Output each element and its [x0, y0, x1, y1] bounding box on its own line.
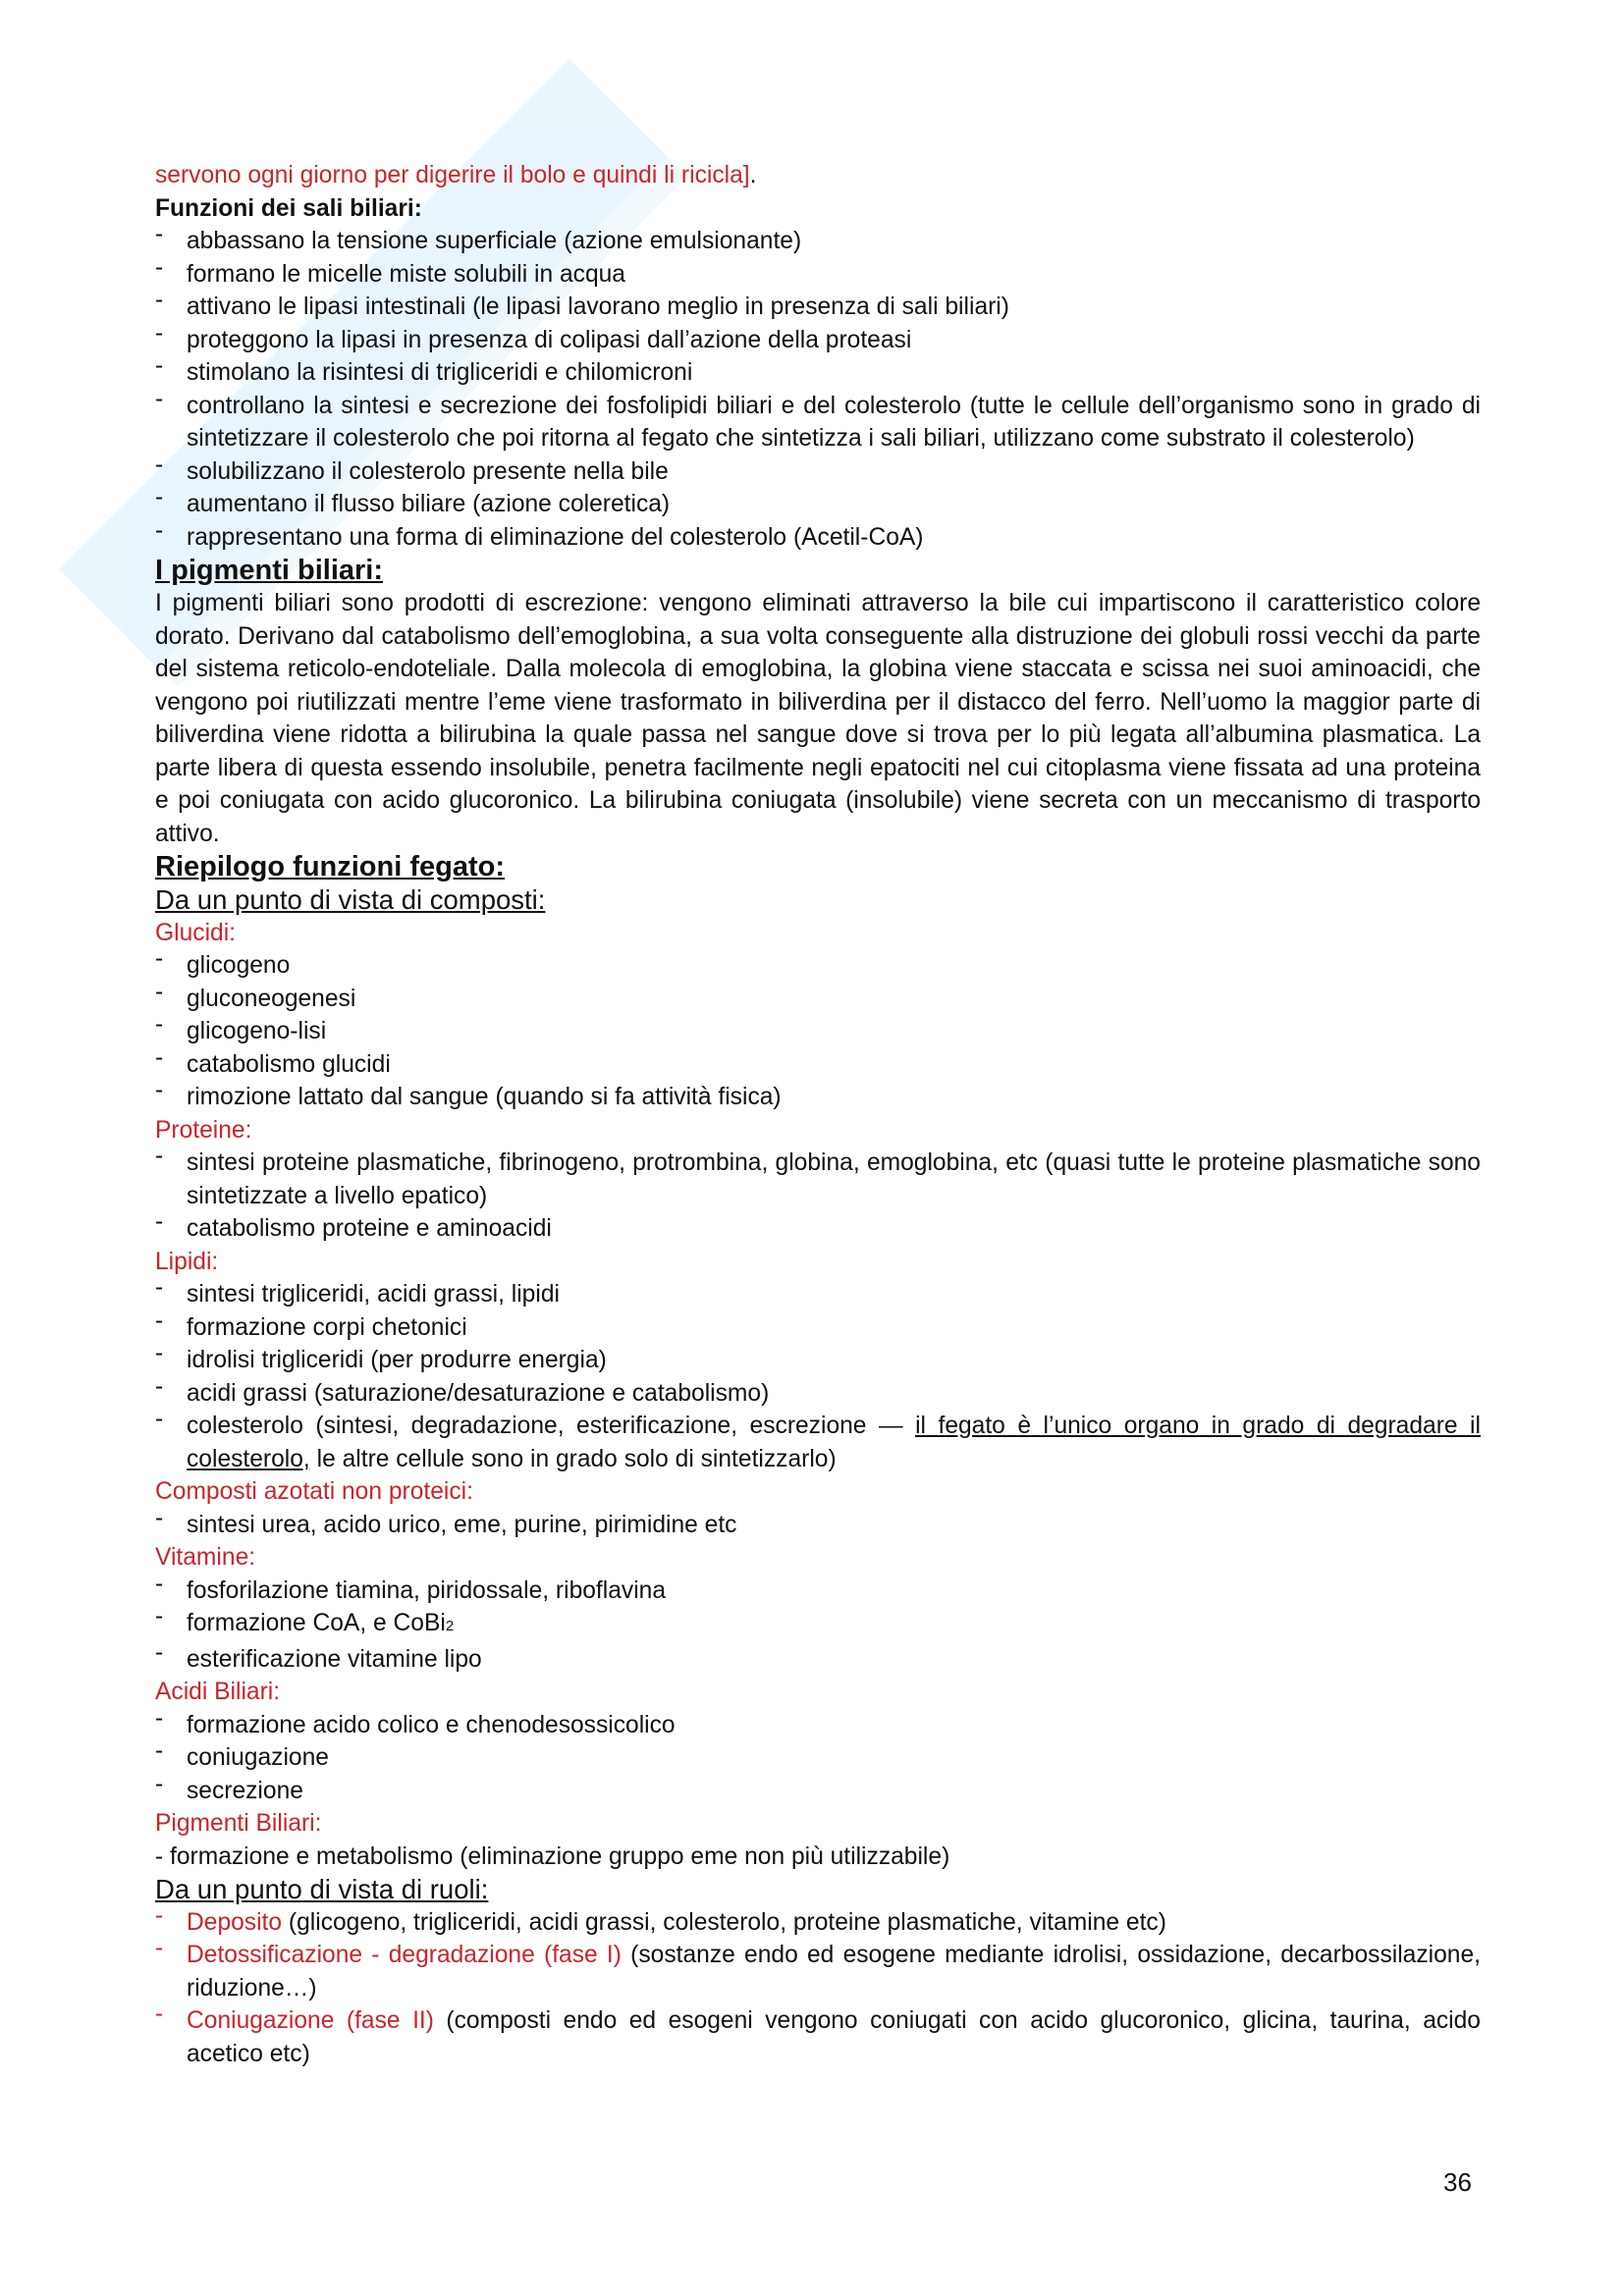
- list-item: [155, 1607, 1481, 1643]
- ruolo-name: Deposito: [187, 1908, 283, 1936]
- list-item: - sintesi proteine plasmatiche, fibrinogeno, protrombina, globina, emoglobina, etc (quasi tutte le proteine plasmatiche sono sintetizzate a livello epatico): [155, 1147, 1481, 1212]
- glucidi-label: Glucidi:: [155, 919, 237, 946]
- ruolo-name: Coniugazione (fase II): [187, 2007, 434, 2034]
- acidi-label: Acidi Biliari:: [155, 1679, 281, 1705]
- pigmenti-heading: I pigmenti biliari:: [155, 555, 384, 586]
- proteine-label: Proteine:: [155, 1116, 252, 1144]
- document-page: [155, 159, 1481, 2070]
- list-item: - formazione acido colico e chenodesossicolico: [155, 1709, 1481, 1742]
- intro-line: [155, 159, 1481, 192]
- page-number: 36: [1443, 2167, 1472, 2197]
- ruolo-name: Detossificazione - degradazione (fase I): [187, 1942, 622, 1968]
- pigmenti-text: - formazione e metabolismo (eliminazione gruppo eme non più utilizzabile): [155, 1842, 950, 1870]
- list-item: - gluconeogenesi: [155, 983, 1481, 1016]
- cobi-subscript: 2: [445, 1618, 455, 1634]
- colesterolo-underlined: il fegato è l’unico organo in grado di degradare il colesterolo,: [187, 1413, 1481, 1472]
- list-item: [155, 1939, 1481, 2004]
- vitamine-list: [155, 1575, 1481, 1677]
- list-item: - proteggono la lipasi in presenza di colipasi dall’azione della proteasi: [155, 324, 1481, 357]
- ruolo-text: (composti endo ed esogeni vengono coniugati con acido glucoronico, glicina, taurina, acido acetico etc): [187, 2007, 1481, 2067]
- list-item: [155, 2004, 1481, 2070]
- list-item: - abbassano la tensione superficiale (azione emulsionante): [155, 225, 1481, 258]
- list-item: - secrezione: [155, 1775, 1481, 1808]
- list-item: - acidi grassi (saturazione/desaturazione e catabolismo): [155, 1377, 1481, 1411]
- list-item: - catabolismo glucidi: [155, 1048, 1481, 1082]
- ruolo-text: (glicogeno, trigliceridi, acidi grassi, colesterolo, proteine plasmatiche, vitamine etc): [282, 1908, 1166, 1936]
- list-item: - sintesi urea, acido urico, eme, purine, pirimidine etc: [155, 1509, 1481, 1542]
- list-item: - glicogeno-lisi: [155, 1015, 1481, 1048]
- list-item: - solubilizzano il colesterolo presente nella bile: [155, 455, 1481, 489]
- list-item: - sintesi trigliceridi, acidi grassi, lipidi: [155, 1278, 1481, 1311]
- pigmenti-paragraph: I pigmenti biliari sono prodotti di escrezione: vengono eliminati attraverso la bile cui impartiscono il caratteristico colore dorato. Derivano dal catabolismo dell’emoglobina, a sua volta conseguente alla distruzione dei globuli rossi vecchi da parte del sistema reticolo-endoteliale. Dalla molecola di emoglobina, la globina viene staccata e scissa nei suoi aminoacidi, che vengono poi riutilizzati mentre l’eme viene trasformato in biliverdina per il distacco del ferro. Nell’uomo la maggior parte di biliverdina viene ridotta a bilirubina la quale passa nel sangue dove si trova per lo più legata all’albumina plasmatica. La parte libera di questa essendo insolubile, penetra facilmente negli epatociti nel cui citoplasma viene fissata ad una proteina e poi coniugata con acido glucoronico. La bilirubina coniugata (insolubile) viene secreta con un meccanismo di trasporto attivo.: [155, 590, 1481, 847]
- list-item: - fosforilazione tiamina, piridossale, riboflavina: [155, 1575, 1481, 1608]
- azotati-list: [155, 1509, 1481, 1542]
- intro-red-text: servono ogni giorno per digerire il bolo e quindi li ricicla]: [155, 162, 750, 188]
- riepilogo-heading: Riepilogo funzioni fegato:: [155, 851, 506, 882]
- proteine-list: [155, 1147, 1481, 1246]
- list-item: [155, 1906, 1481, 1940]
- list-item: - controllano la sintesi e secrezione dei fosfolipidi biliari e del colesterolo (tutte le cellule dell’organismo sono in grado di sintetizzare il colesterolo che poi ritorna al fegato che sintetizza i sali biliari, utilizzano come substrato il colesterolo): [155, 390, 1481, 455]
- ruoli-list: [155, 1906, 1481, 2071]
- list-item: - formano le micelle miste solubili in acqua: [155, 258, 1481, 292]
- sali-heading: Funzioni dei sali biliari:: [155, 194, 422, 222]
- azotati-label: Composti azotati non proteici:: [155, 1478, 473, 1505]
- list-item: - stimolano la risintesi di trigliceridi e chilomicroni: [155, 356, 1481, 390]
- glucidi-list: [155, 949, 1481, 1114]
- pigmenti-label: Pigmenti Biliari:: [155, 1810, 322, 1837]
- list-item: - esterificazione vitamine lipo: [155, 1643, 1481, 1677]
- colesterolo-text: colesterolo (sintesi, degradazione, esterificazione, escrezione —: [187, 1413, 916, 1439]
- cobi-text: formazione CoA, e CoBi: [187, 1610, 446, 1636]
- colesterolo-end: le altre cellule sono in grado solo di sintetizzarlo): [309, 1445, 837, 1472]
- list-item: - coniugazione: [155, 1741, 1481, 1775]
- list-item: - catabolismo proteine e aminoacidi: [155, 1212, 1481, 1246]
- lipidi-label: Lipidi:: [155, 1248, 219, 1275]
- list-item-colesterolo: [155, 1410, 1481, 1475]
- list-item: - rimozione lattato dal sangue (quando si fa attività fisica): [155, 1081, 1481, 1114]
- composti-subheading: Da un punto di vista di composti:: [155, 884, 546, 915]
- acidi-list: [155, 1709, 1481, 1808]
- list-item: - formazione corpi chetonici: [155, 1311, 1481, 1345]
- list-item: - rappresentano una forma di eliminazione del colesterolo (Acetil-CoA): [155, 521, 1481, 555]
- list-item: - glicogeno: [155, 949, 1481, 983]
- vitamine-label: Vitamine:: [155, 1544, 256, 1571]
- list-item: - aumentano il flusso biliare (azione coleretica): [155, 488, 1481, 521]
- list-item: - attivano le lipasi intestinali (le lipasi lavorano meglio in presenza di sali biliari): [155, 291, 1481, 324]
- ruoli-subheading: Da un punto di vista di ruoli:: [155, 1874, 489, 1904]
- intro-end: .: [749, 162, 757, 188]
- ruolo-text: (sostanze endo ed esogene mediante idrolisi, ossidazione, decarbossilazione, riduzione…): [187, 1942, 1481, 2002]
- sali-list: [155, 225, 1481, 554]
- list-item: - idrolisi trigliceridi (per produrre energia): [155, 1344, 1481, 1377]
- lipidi-list: [155, 1278, 1481, 1475]
